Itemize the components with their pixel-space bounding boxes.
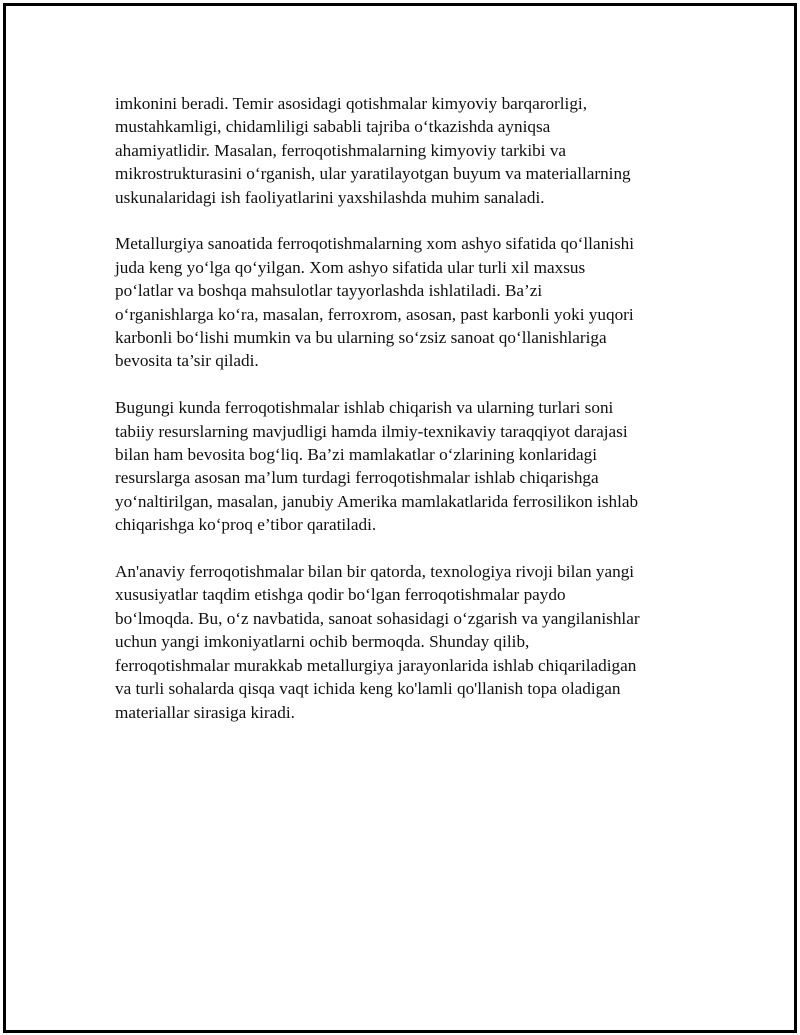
text-line: mikrostrukturasini oʻrganish, ular yaratilayotgan buyum va materiallarning xyxy=(115,164,631,184)
text-line: An'anaviy ferroqotishmalar bilan bir qatorda, texnologiya rivoji bilan yangi xyxy=(115,562,635,582)
paragraph-2 xyxy=(115,232,687,372)
text-line: oʻrganishlarga koʻra, masalan, ferroxrom, asosan, past karbonli yoki yuqori xyxy=(115,304,634,324)
text-line: juda keng yoʻlga qoʻyilgan. Xom ashyo sifatida ular turli xil maxsus xyxy=(115,257,586,277)
paragraph-4 xyxy=(115,560,687,724)
text-line: karbonli boʻlishi mumkin va bu ularning soʻzsiz sanoat qoʻllanishlariga xyxy=(115,328,607,348)
text-line: uskunalaridagi ish faoliyatlarini yaxshilashda muhim sanaladi. xyxy=(115,187,545,207)
text-line: ferroqotishmalar murakkab metallurgiya jarayonlarida ishlab chiqariladigan xyxy=(115,655,637,675)
text-line: bilan ham bevosita bogʻliq. Ba’zi mamlakatlar oʻzlarining konlaridagi xyxy=(115,445,598,465)
text-line: yoʻnaltirilgan, masalan, janubiy Amerika mamlakatlarida ferrosilikon ishlab xyxy=(115,491,639,511)
paragraph-1 xyxy=(115,92,687,209)
text-line: xususiyatlar taqdim etishga qodir boʻlgan ferroqotishmalar paydo xyxy=(115,585,566,605)
text-line: tabiiy resurslarning mavjudligi hamda ilmiy-texnikaviy taraqqiyot darajasi xyxy=(115,421,628,441)
text-line: Metallurgiya sanoatida ferroqotishmalarning xom ashyo sifatida qoʻllanishi xyxy=(115,234,635,254)
document-body xyxy=(115,92,687,747)
text-line: resurslarga asosan ma’lum turdagi ferroqotishmalar ishlab chiqarishga xyxy=(115,468,599,488)
text-line: poʻlatlar va boshqa mahsulotlar tayyorlashda ishlatiladi. Ba’zi xyxy=(115,281,543,301)
text-line: Bugungi kunda ferroqotishmalar ishlab chiqarish va ularning turlari soni xyxy=(115,398,614,418)
paragraph-3 xyxy=(115,396,687,536)
text-line: mustahkamligi, chidamliligi sababli tajriba oʻtkazishda ayniqsa xyxy=(115,117,551,137)
text-line: materiallar sirasiga kiradi. xyxy=(115,702,295,722)
text-line: boʻlmoqda. Bu, oʻz navbatida, sanoat sohasidagi oʻzgarish va yangilanishlar xyxy=(115,608,640,628)
text-line: ahamiyatlidir. Masalan, ferroqotishmalarning kimyoviy tarkibi va xyxy=(115,140,567,160)
text-line: imkonini beradi. Temir asosidagi qotishmalar kimyoviy barqarorligi, xyxy=(115,94,588,113)
text-line: chiqarishga koʻproq e’tibor qaratiladi. xyxy=(115,515,377,535)
text-line: va turli sohalarda qisqa vaqt ichida keng ko'lamli qo'llanish topa oladigan xyxy=(115,679,621,699)
text-line: bevosita ta’sir qiladi. xyxy=(115,351,259,371)
text-line: uchun yangi imkoniyatlarni ochib bermoqda. Shunday qilib, xyxy=(115,632,530,652)
